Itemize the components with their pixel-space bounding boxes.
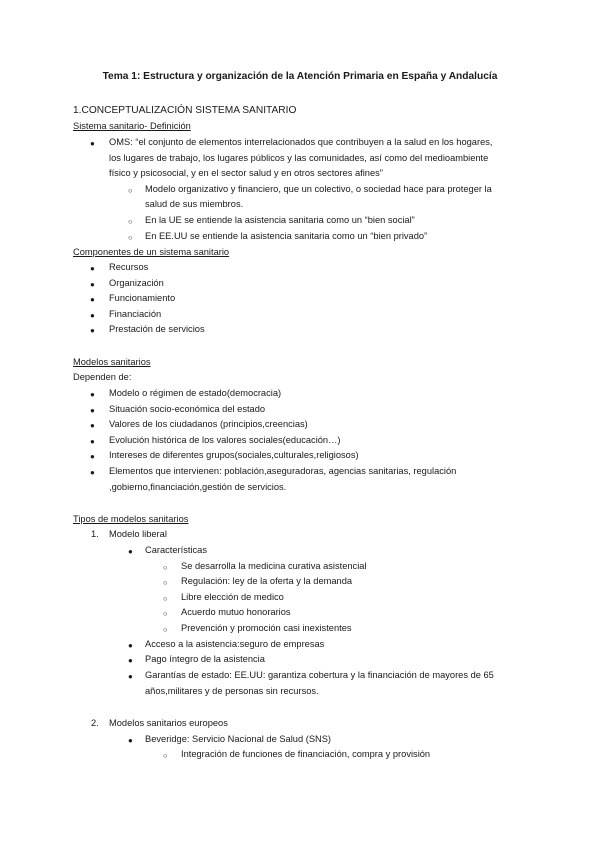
bullet-icon: ● — [90, 390, 95, 399]
list-item: Intereses de diferentes grupos(sociales,culturales,religiosos) — [109, 450, 359, 460]
list-item: Valores de los ciudadanos (principios,creencias) — [109, 419, 308, 429]
modelos-europeos-label: Modelos sanitarios europeos — [109, 718, 228, 728]
circle-bullet-icon: ○ — [128, 186, 133, 195]
circle-bullet-icon: ○ — [163, 578, 168, 587]
caracteristica-item: Prevención y promoción casi inexistentes — [181, 623, 352, 633]
caracteristicas-label: Características — [145, 545, 207, 555]
liberal-item: Pago íntegro de la asistencia — [145, 654, 265, 664]
bullet-icon: ● — [90, 421, 95, 430]
oms-sub-item: En la UE se entiende la asistencia sanitaria como un “bien social” — [145, 215, 415, 225]
bullet-icon: ● — [90, 264, 95, 273]
caracteristica-item: Libre elección de medico — [181, 592, 284, 602]
list-item: Elementos que intervienen: población,aseguradoras, agencias sanitarias, regulación — [109, 466, 457, 476]
beveridge-sub-item: Integración de funciones de financiación, compra y provisión — [181, 749, 431, 759]
bullet-icon: ● — [90, 139, 95, 148]
beveridge-item: Beveridge: Servicio Nacional de Salud (SNS) — [145, 734, 332, 744]
subheading-tipos: Tipos de modelos sanitarios — [73, 514, 189, 524]
bullet-icon: ● — [90, 295, 95, 304]
liberal-item: Acceso a la asistencia:seguro de empresas — [145, 639, 325, 649]
list-number: 1. — [91, 529, 99, 539]
circle-bullet-icon: ○ — [163, 563, 168, 572]
circle-bullet-icon: ○ — [163, 594, 168, 603]
bullet-icon: ● — [128, 672, 133, 681]
circle-bullet-icon: ○ — [163, 625, 168, 634]
bullet-icon: ● — [90, 468, 95, 477]
oms-line: físico y psicosocial, y en el sector salud y en otros sectores afines” — [109, 168, 383, 178]
list-item: Evolución histórica de los valores sociales(educación…) — [109, 435, 341, 445]
bullet-icon: ● — [90, 326, 95, 335]
circle-bullet-icon: ○ — [128, 217, 133, 226]
bullet-icon: ● — [90, 280, 95, 289]
list-item: Modelo o régimen de estado(democracia) — [109, 388, 282, 398]
bullet-icon: ● — [128, 547, 133, 556]
oms-line: los lugares de trabajo, los lugares públicos y las comunidades, así como del medioambiente — [109, 153, 489, 163]
subheading-componentes: Componentes de un sistema sanitario — [73, 247, 230, 257]
liberal-item: Garantías de estado: EE.UU: garantiza cobertura y la financiación de mayores de 65 — [145, 670, 494, 680]
list-item-continued: ,gobierno,financiación,gestión de servicios. — [109, 482, 287, 492]
subheading-modelos: Modelos sanitarios — [73, 357, 151, 367]
bullet-icon: ● — [90, 452, 95, 461]
circle-bullet-icon: ○ — [163, 751, 168, 760]
bullet-icon: ● — [128, 736, 133, 745]
liberal-item-continued: años,militares y de personas sin recursos. — [145, 686, 319, 696]
bullet-icon: ● — [128, 656, 133, 665]
document-title: Tema 1: Estructura y organización de la Atención Primaria en España y Andalucía — [102, 71, 498, 82]
circle-bullet-icon: ○ — [163, 609, 168, 618]
circle-bullet-icon: ○ — [128, 233, 133, 242]
bullet-icon: ● — [90, 311, 95, 320]
subheading-definicion: Sistema sanitario- Definición — [73, 121, 191, 131]
list-item: Situación socio-económica del estado — [109, 404, 266, 414]
caracteristica-item: Se desarrolla la medicina curativa asistencial — [181, 561, 367, 571]
caracteristica-item: Regulación: ley de la oferta y la demanda — [181, 576, 353, 586]
bullet-icon: ● — [128, 641, 133, 650]
list-item: Recursos — [109, 262, 149, 272]
bullet-icon: ● — [90, 437, 95, 446]
modelo-liberal-label: Modelo liberal — [109, 529, 167, 539]
oms-line: OMS: “el conjunto de elementos interrelacionados que contribuyen a la salud en los hogares, — [109, 137, 493, 147]
oms-sub-item: En EE.UU se entiende la asistencia sanitaria como un “bien privado” — [145, 231, 428, 241]
list-number: 2. — [91, 718, 99, 728]
oms-sub-item: salud de sus miembros. — [145, 199, 244, 209]
oms-sub-item: Modelo organizativo y financiero, que un colectivo, o sociedad hace para proteger la — [145, 184, 492, 194]
list-item: Organización — [109, 278, 164, 288]
list-item: Funcionamiento — [109, 293, 176, 303]
modelos-intro: Dependen de: — [73, 372, 132, 382]
list-item: Prestación de servicios — [109, 324, 205, 334]
section-heading: 1.CONCEPTUALIZACIÓN SISTEMA SANITARIO — [73, 105, 297, 116]
caracteristica-item: Acuerdo mutuo honorarios — [181, 607, 291, 617]
bullet-icon: ● — [90, 406, 95, 415]
list-item: Financiación — [109, 309, 162, 319]
